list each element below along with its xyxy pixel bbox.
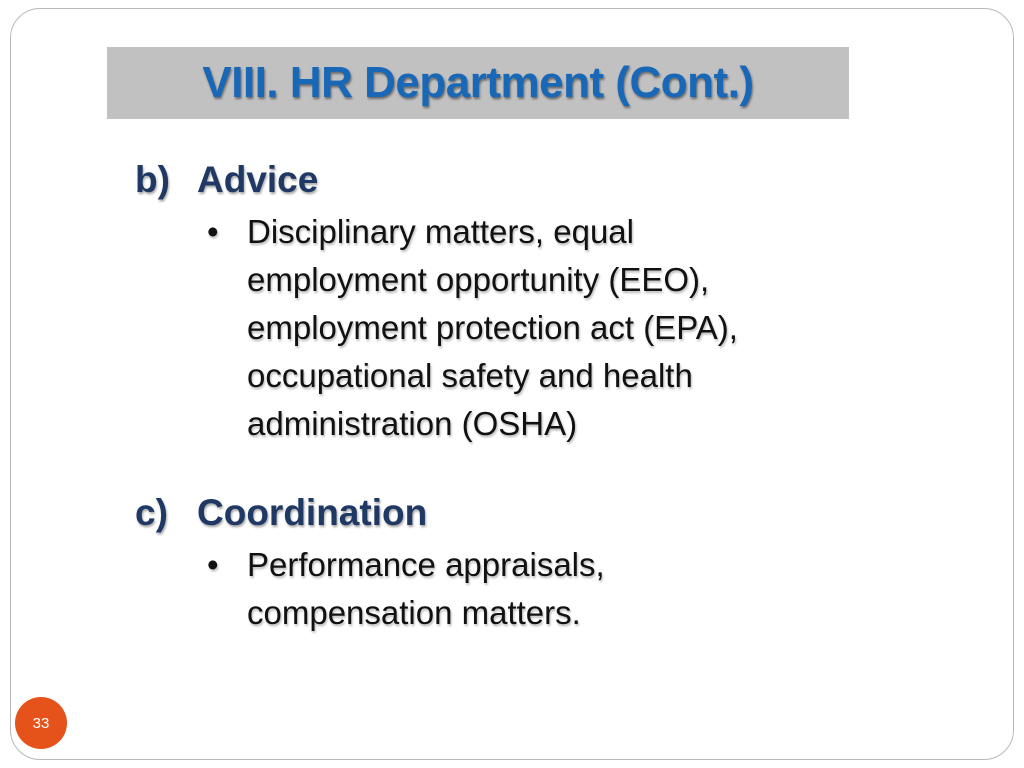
section-heading <box>135 158 885 202</box>
section-title: Advice <box>197 159 319 200</box>
bullet-line: occupational safety and health <box>247 357 693 394</box>
title-bar <box>107 47 849 119</box>
bullet-line: employment opportunity (EEO), <box>247 261 710 298</box>
bullet-dot-icon: • <box>207 213 219 250</box>
page-number: 33 <box>32 714 50 732</box>
bullet-line: Performance appraisals, <box>247 546 605 583</box>
bullet-line: Disciplinary matters, equal <box>247 213 634 250</box>
section-letter: c) <box>135 492 168 533</box>
bullet-text <box>247 541 605 637</box>
page-number-badge <box>15 697 67 749</box>
section-title: Coordination <box>197 492 428 533</box>
section-advice <box>135 158 885 448</box>
section-coordination <box>135 491 885 637</box>
bullet-item <box>207 541 885 637</box>
bullet-item <box>207 208 885 448</box>
bullet-line: compensation matters. <box>247 594 581 631</box>
bullet-dot-icon: • <box>207 546 219 583</box>
section-letter: b) <box>135 159 170 200</box>
section-heading <box>135 491 885 535</box>
slide-title: VIII. HR Department (Cont.) <box>202 58 754 107</box>
bullet-line: administration (OSHA) <box>247 405 578 442</box>
bullet-line: employment protection act (EPA), <box>247 309 738 346</box>
bullet-text <box>247 208 738 448</box>
